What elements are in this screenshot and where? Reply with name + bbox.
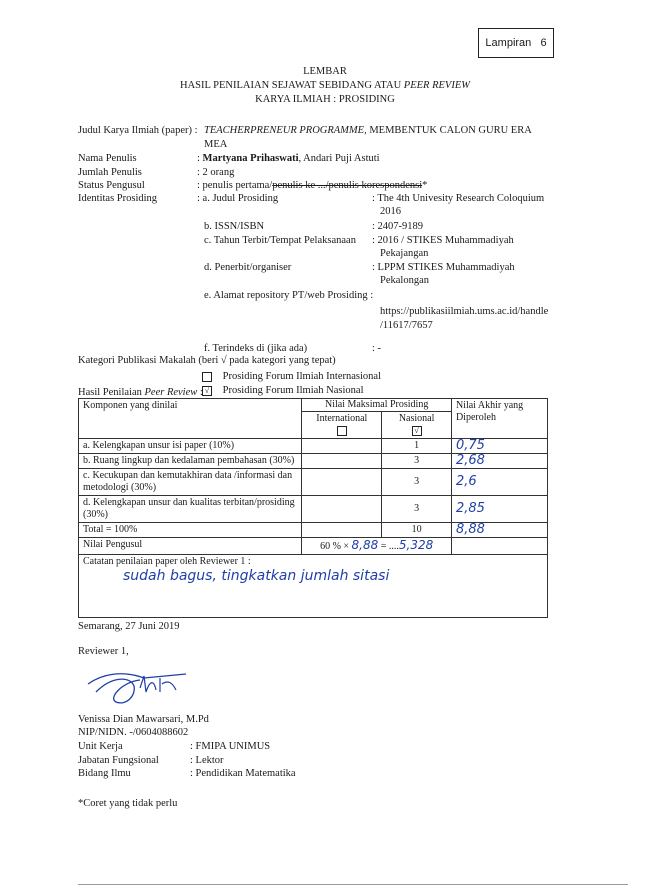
nama-bold: Martyana Prihaswati (202, 153, 299, 164)
status-prefix: : penulis pertama/ (197, 180, 273, 191)
identitas-e-value1: https://publikasiilmiah.ums.ac.id/handle (380, 306, 549, 317)
subheader-nasional (382, 412, 452, 439)
pengusul-hand2: 5,328 (398, 538, 434, 552)
row-c-label: c. Kecukupan dan kemutakhiran data /informasi dan metodologi (30%) (79, 469, 302, 496)
judul-rest: MEMBENTUK CALON GURU ERA (369, 125, 532, 136)
status-suffix: * (422, 180, 428, 191)
reviewer-nip: NIP/NIDN. -/0604088602 (78, 727, 189, 738)
table-total-row (79, 523, 548, 538)
hasil-label-text: Hasil Penilaian (78, 387, 142, 398)
place-date: Semarang, 27 Juni 2019 (78, 621, 180, 632)
judul-label: Judul Karya Ilmiah (paper) : (78, 125, 198, 136)
total-score: 8,88 (451, 523, 547, 538)
review-table (78, 398, 548, 618)
row-d-max: 3 (382, 496, 452, 523)
identitas-d-value1: : LPPM STIKES Muhammadiyah (372, 262, 515, 273)
identitas-f-label: f. Terindeks di (jika ada) (204, 343, 308, 354)
jabatan-value: : Lektor (190, 755, 224, 766)
nasional-label: Nasional (398, 413, 435, 424)
kategori-opt1: Prosiding Forum Ilmiah Internasional (222, 371, 381, 382)
kategori-option-nasional (202, 385, 364, 396)
jabatan-label: Jabatan Fungsional (78, 755, 159, 766)
international-label: International (316, 413, 368, 424)
identitas-b-label: b. ISSN/ISBN (204, 221, 265, 232)
total-label: Total = 100% (79, 523, 302, 538)
catatan-label: Catatan penilaian paper oleh Reviewer 1 : (83, 556, 251, 567)
catatan-handwritten: sudah bagus, tingkatkan jumlah sitasi (123, 568, 390, 584)
table-row (79, 439, 548, 454)
status-label: Status Pengusul (78, 180, 145, 191)
doc-title-line3: KARYA ILMIAH : PROSIDING (255, 94, 395, 105)
subheader-international (302, 412, 382, 439)
row-b-score: 2,68 (451, 454, 547, 469)
judul-italic: TEACHERPRENEUR PROGRAMME, (204, 125, 367, 136)
pengusul-label: Nilai Pengusul (79, 538, 302, 555)
pengusul-eq: = .... (380, 541, 399, 552)
row-a-score: 0,75 (451, 439, 547, 454)
identitas-f-value: : - (372, 343, 382, 354)
table-row (79, 469, 548, 496)
nama-rest: , Andari Puji Astuti (298, 153, 380, 164)
handwritten-signature (82, 662, 192, 712)
row-b-max: 3 (382, 454, 452, 469)
identitas-c-label: c. Tahun Terbit/Tempat Pelaksanaan (204, 235, 356, 246)
header-akhir: Nilai Akhir yang Diperoleh (451, 399, 547, 439)
lampiran-box (478, 28, 554, 58)
kategori-label: Kategori Publikasi Makalah (beri √ pada kategori yang tepat) (78, 355, 336, 366)
doc-title-line1: LEMBAR (303, 66, 347, 77)
identitas-e-value2: /11617/7657 (380, 320, 433, 331)
jumlah-value: : 2 orang (197, 167, 235, 178)
kategori-option-internasional (202, 371, 381, 382)
row-b-label: b. Ruang lingkup dan kedalaman pembahasan (30%) (79, 454, 302, 469)
nama-value: : Martyana Prihaswati, Andari Puji Astuti (197, 153, 380, 164)
pengusul-prefix: 60 % × (320, 541, 350, 552)
unit-value: : FMIPA UNIMUS (190, 741, 271, 752)
identitas-c-value2: Pekajangan (380, 248, 429, 259)
checkbox-checked-icon: √ (202, 386, 212, 396)
header-nilai-maks: Nilai Maksimal Prosiding (302, 399, 452, 412)
row-d-label: d. Kelengkapan unsur dan kualitas terbitan/prosiding (30%) (79, 496, 302, 523)
header-komponen: Komponen yang dinilai (79, 399, 302, 439)
footnote: *Coret yang tidak perlu (78, 798, 178, 809)
status-value (197, 180, 427, 191)
judul-line2: MEA (204, 139, 228, 150)
identitas-d-label: d. Penerbit/organiser (204, 262, 292, 273)
identitas-b-value: : 2407-9189 (372, 221, 424, 232)
row-a-label: a. Kelengkapan unsur isi paper (10%) (79, 439, 302, 454)
judul-value (204, 125, 534, 136)
checkbox-icon (202, 372, 212, 382)
table-pengusul-row (79, 538, 548, 555)
catatan-cell (79, 555, 548, 618)
pengusul-hand1: 8,88 (351, 538, 379, 552)
table-header-row (79, 399, 548, 412)
title-text: HASIL PENILAIAN SEJAWAT SEBIDANG ATAU (180, 80, 402, 91)
identitas-label: Identitas Prosiding (78, 193, 158, 204)
total-max: 10 (382, 523, 452, 538)
bidang-value: : Pendidikan Matematika (190, 768, 296, 779)
identitas-d-value2: Pekalongan (380, 275, 429, 286)
jumlah-label: Jumlah Penulis (78, 167, 142, 178)
identitas-a-value2: 2016 (380, 206, 401, 217)
bidang-label: Bidang Ilmu (78, 768, 131, 779)
identitas-c-value1: : 2016 / STIKES Muhammadiyah (372, 235, 514, 246)
status-struck: penulis ke .../penulis korespondensi (272, 180, 423, 191)
doc-title-line2 (0, 80, 650, 91)
hasil-label-italic: Peer Review (144, 387, 198, 398)
row-a-max: 1 (382, 439, 452, 454)
page-bottom-edge (78, 884, 628, 885)
row-d-score: 2,85 (451, 496, 547, 523)
row-c-score: 2,6 (451, 469, 547, 496)
identitas-a-label: : a. Judul Prosiding (197, 193, 279, 204)
lampiran-label: Lampiran 6 (485, 37, 547, 49)
row-c-max: 3 (382, 469, 452, 496)
kategori-opt2: Prosiding Forum Ilmiah Nasional (222, 385, 364, 396)
hasil-label-colon: : (197, 387, 203, 398)
checkbox-checked-icon: √ (412, 426, 422, 436)
identitas-a-value1: : The 4th Univesity Research Coloquium (372, 193, 545, 204)
table-row (79, 454, 548, 469)
hasil-penilaian-text (78, 387, 203, 398)
checkbox-icon (337, 426, 347, 436)
identitas-e-label: e. Alamat repository PT/web Prosiding : (204, 290, 374, 301)
nama-label: Nama Penulis (78, 153, 137, 164)
table-catatan-row (79, 555, 548, 618)
table-row (79, 496, 548, 523)
unit-label: Unit Kerja (78, 741, 123, 752)
title-italic: PEER REVIEW (403, 80, 470, 91)
reviewer-label: Reviewer 1, (78, 646, 129, 657)
pengusul-formula (302, 538, 452, 555)
reviewer-name: Venissa Dian Mawarsari, M.Pd (78, 714, 209, 725)
